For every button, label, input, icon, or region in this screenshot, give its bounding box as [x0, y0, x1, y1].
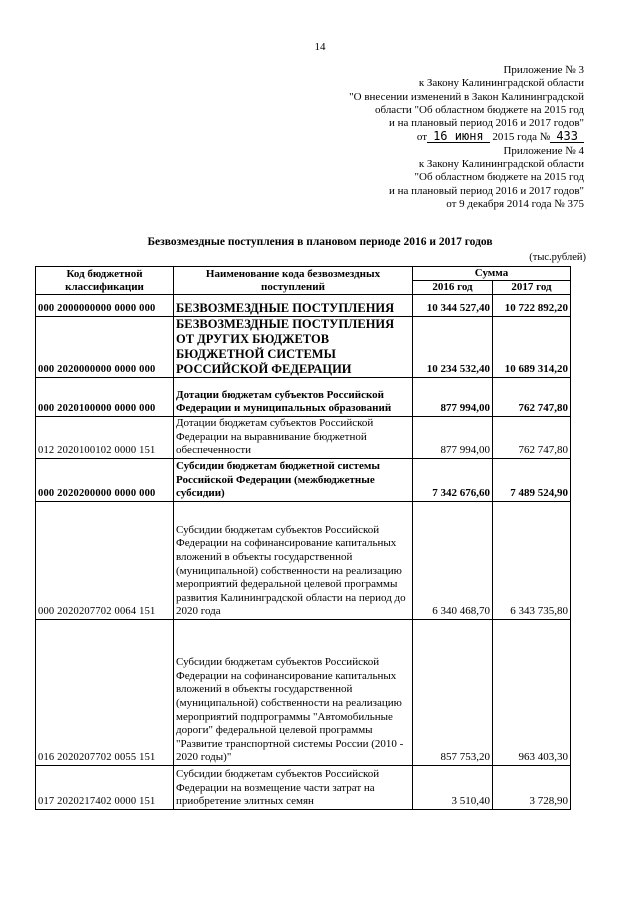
row-code: 017 2020217402 0000 151	[36, 766, 174, 810]
row-2017: 7 489 524,90	[493, 459, 571, 502]
appendix4-line4: и на плановый период 2016 и 2017 годов"	[388, 184, 584, 197]
row-2017: 762 747,80	[493, 417, 571, 459]
row-name: Субсидии бюджетам субъектов Российской Федерации на софинансирование капитальных вложений в объекты государственной (муниципальной) собственности на реализацию мероприятий подпрограммы "Автомобильные дороги" федеральной целевой программы "Развитие транспортной системы России (2010 - 2020 годы)"	[174, 620, 413, 766]
row-name: БЕЗВОЗМЕЗДНЫЕ ПОСТУПЛЕНИЯ ОТ ДРУГИХ БЮДЖЕТОВ БЮДЖЕТНОЙ СИСТЕМЫ РОССИЙСКОЙ ФЕДЕРАЦИИ	[174, 317, 413, 378]
header-sum: Сумма	[413, 267, 571, 281]
document-title: Безвозмездные поступления в плановом периоде 2016 и 2017 годов	[147, 236, 493, 248]
row-2016: 3 510,40	[413, 766, 493, 810]
row-2016: 877 994,00	[413, 417, 493, 459]
row-name: Субсидии бюджетам субъектов Российской Федерации на софинансирование капитальных вложений в объекты государственной (муниципальной) собственности на реализацию мероприятий федеральной целевой программы развития Калининградской области на период до 2020 года	[174, 502, 413, 620]
page-number: 14	[314, 41, 326, 53]
appendix4-line3: "Об областном бюджете на 2015 год	[414, 171, 584, 184]
table-row	[36, 766, 571, 810]
row-code: 000 2020200000 0000 000	[36, 459, 174, 502]
row-code: 000 2000000000 0000 000	[36, 295, 174, 317]
row-2016: 877 994,00	[413, 378, 493, 417]
row-2016: 857 753,20	[413, 620, 493, 766]
row-2017: 10 722 892,20	[493, 295, 571, 317]
date-prefix: от	[416, 131, 428, 144]
row-code: 012 2020100102 0000 151	[36, 417, 174, 459]
appendix4-line5: от 9 декабря 2014 года № 375	[446, 197, 584, 210]
appendix3-line3: "О внесении изменений в Закон Калининградской	[349, 90, 584, 103]
row-2017: 762 747,80	[493, 378, 571, 417]
table-row	[36, 295, 571, 317]
row-2017: 10 689 314,20	[493, 317, 571, 378]
row-name: Дотации бюджетам субъектов Российской Федерации на выравнивание бюджетной обеспеченности	[174, 417, 413, 459]
appendix3-line2: к Закону Калининградской области	[418, 77, 584, 90]
table-row	[36, 417, 571, 459]
appendix3-line5: и на плановый период 2016 и 2017 годов"	[388, 117, 584, 130]
header-2017: 2017 год	[493, 281, 571, 295]
row-name: Дотации бюджетам субъектов Российской Федерации и муниципальных образований	[174, 378, 413, 417]
date-mid: 2015 года №	[492, 131, 551, 144]
row-2017: 6 343 735,80	[493, 502, 571, 620]
row-2016: 6 340 468,70	[413, 502, 493, 620]
table-row	[36, 378, 571, 417]
row-2016: 10 344 527,40	[413, 295, 493, 317]
header-name: Наименование кода безвозмездных поступлений	[174, 267, 413, 295]
row-code: 000 2020000000 0000 000	[36, 317, 174, 378]
appendix3-line1: Приложение № 3	[503, 64, 584, 76]
row-2017: 963 403,30	[493, 620, 571, 766]
row-name: БЕЗВОЗМЕЗДНЫЕ ПОСТУПЛЕНИЯ	[174, 295, 413, 317]
budget-table	[35, 266, 571, 810]
table-row	[36, 459, 571, 502]
header-2016: 2016 год	[413, 281, 493, 295]
row-code: 016 2020207702 0055 151	[36, 620, 174, 766]
appendix-header	[349, 64, 584, 211]
row-2016: 10 234 532,40	[413, 317, 493, 378]
row-code: 000 2020100000 0000 000	[36, 378, 174, 417]
table-row	[36, 502, 571, 620]
row-2017: 3 728,90	[493, 766, 571, 810]
row-name: Субсидии бюджетам бюджетной системы Российской Федерации (межбюджетные субсидии)	[174, 459, 413, 502]
table-row	[36, 620, 571, 766]
appendix3-line4: области "Об областном бюджете на 2015 год	[375, 103, 584, 116]
appendix4-line2: к Закону Калининградской области	[418, 158, 584, 171]
appendix4-line1: Приложение № 4	[503, 144, 584, 157]
appendix3-date-line	[349, 130, 584, 144]
row-code: 000 2020207702 0064 151	[36, 502, 174, 620]
handwritten-number: 433	[550, 130, 584, 143]
header-code: Код бюджетной классификации	[36, 267, 174, 295]
table-row	[36, 317, 571, 378]
row-2016: 7 342 676,60	[413, 459, 493, 502]
handwritten-date: 16 июня	[427, 130, 490, 143]
units-label: (тыс.рублей)	[529, 252, 586, 263]
row-name: Субсидии бюджетам субъектов Российской Федерации на возмещение части затрат на приобретение элитных семян	[174, 766, 413, 810]
